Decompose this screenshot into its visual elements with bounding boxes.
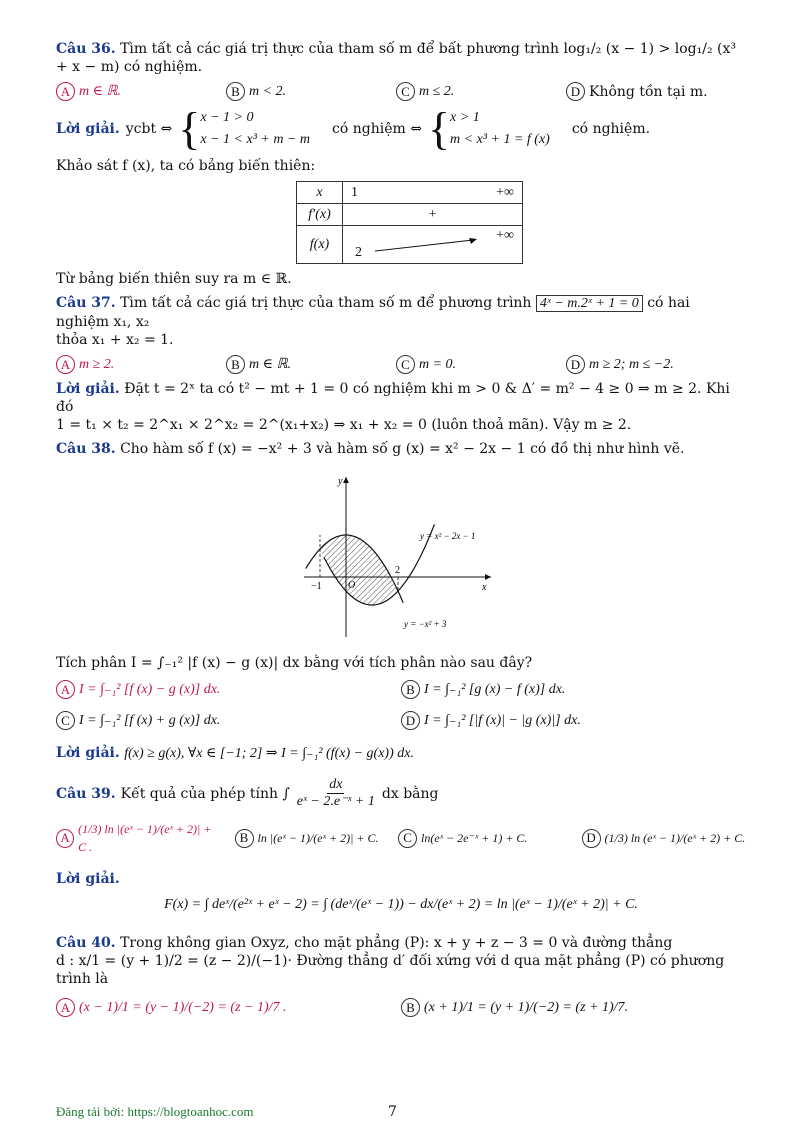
option-a[interactable] [56,355,226,374]
option-letter: A [56,829,74,848]
increasing-arrow [373,234,483,254]
solution-label: Lời giải. [56,871,120,887]
option-letter: D [566,355,585,374]
question-label: Câu 37. [56,295,116,311]
options-40 [56,998,746,1017]
solution-text: 1 = t₁ × t₂ = 2^x₁ × 2^x₂ = 2^(x₁+x₂) ⇒ x₁ + x₂ = 0 (luôn thoả mãn). Vậy m ≥ 2. [56,417,632,433]
option-text: (x − 1)/1 = (y − 1)/(−2) = (z − 1)/7 . [79,999,287,1015]
solution-text: Đặt t = 2ˣ ta có t² − mt + 1 = 0 có nghiệm khi m > 0 & Δ′ = m² − 4 ≥ 0 ⇒ m ≥ 2. Khi đó [56,381,730,415]
option-text: ln |(eˣ − 1)/(eˣ + 2)| + C. [257,831,379,845]
question-text: d : x/1 = (y + 1)/2 = (z − 2)/(−1)· Đường thẳng d′ đối xứng với d qua mặt phẳng (P) có phương trình là [56,953,725,987]
option-text: m ≥ 2. [79,356,115,372]
option-b[interactable] [401,998,746,1017]
tick-neg1: −1 [311,581,322,592]
table-cell: f(x) [297,226,343,264]
solution-label: Lời giải. [56,381,120,397]
option-d[interactable] [582,829,747,848]
numerator: dx [329,777,343,792]
option-text: (1/3) ln |(eˣ − 1)/(eˣ + 2)| + C . [78,822,212,854]
option-text: m < 2. [249,83,287,99]
option-letter: C [56,711,75,730]
question-text: Tìm tất cả các giá trị thực của tham số m để phương trình [120,295,532,311]
options-37 [56,355,746,374]
option-a[interactable] [56,820,221,856]
table-cell: + [343,204,523,226]
question-text: có hai nghiệm x₁, x₂ [56,295,690,330]
table-value: +∞ [496,228,514,243]
label-g: y = x² − 2x − 1 [420,531,476,541]
solution-start: ycbt ⇔ [125,121,173,137]
option-letter: A [56,355,75,374]
option-letter: B [226,82,245,101]
question-text: Cho hàm số f (x) = −x² + 3 và hàm số g (x) = x² − 2x − 1 có đồ thị như hình vẽ. [120,441,685,457]
solution-36 [56,103,746,154]
option-text: ln(eˣ − 2e⁻ˣ + 1) + C. [421,831,528,845]
option-a[interactable] [56,680,401,699]
option-text: I = ∫₋₁² [g (x) − f (x)] dx. [424,681,566,697]
table-value: 2 [355,245,362,260]
system-2: { x > 1 m < x³ + 1 = f (x) [427,103,550,154]
question-label: Câu 39. [56,785,116,802]
option-text: Không tồn tại m. [589,83,708,100]
table-cell [343,226,523,264]
solution-end: có nghiệm. [571,121,651,137]
option-d[interactable] [566,355,736,374]
option-text: m = 0. [419,356,457,372]
option-text: (1/3) ln (eˣ − 1)/(eˣ + 2) + C. [604,831,746,845]
option-text: m ≤ 2. [419,83,455,99]
solution-37 [56,380,746,434]
solution-38 [56,744,746,763]
option-letter: B [235,829,254,848]
option-a[interactable] [56,998,401,1017]
option-letter: A [56,680,75,699]
options-36 [56,82,746,101]
solution-mid: có nghiệm ⇔ [332,121,422,137]
question-label: Câu 36. [56,41,116,57]
question-text: Tìm tất cả các giá trị thực của tham số m để bất phương trình log₁/₂ (x − 1) > log₁/₂ (x³ + x − m) có nghiệm. [56,41,736,75]
option-a[interactable] [56,82,226,101]
options-38-row1 [56,680,746,699]
option-letter: D [582,829,601,848]
question-label: Câu 40. [56,935,116,951]
system-1: { x − 1 > 0 x − 1 < x³ + m − m [178,103,311,154]
option-b[interactable] [401,680,746,699]
question-text: thỏa x₁ + x₂ = 1. [56,332,174,348]
tick-2: 2 [395,565,400,576]
survey-text: Khảo sát f (x), ta có bảng biến thiên: [56,158,316,174]
option-text: m ≥ 2; m ≤ −2. [589,356,674,372]
option-letter: D [566,82,585,101]
solution-39-label [56,870,746,888]
question-text: dx bằng [381,785,439,802]
option-c[interactable] [56,711,401,730]
page-content [56,40,746,1023]
options-39 [56,820,746,856]
option-c[interactable] [396,355,566,374]
option-letter: B [401,998,420,1017]
y-axis-label: y [338,476,343,487]
question-38 [56,440,746,458]
table-value: +∞ [496,184,514,200]
footer-link[interactable]: Đăng tải bởi: https://blogtoanhoc.com [56,1104,254,1119]
shaded-region [320,535,398,605]
conclusion-36: Từ bảng biến thiên suy ra m ∈ ℝ. [56,271,292,287]
question-label: Câu 38. [56,441,116,457]
options-38-row2 [56,711,746,730]
option-b[interactable] [226,82,396,101]
solution-39: F(x) = ∫ deˣ/(e²ˣ + eˣ − 2) = ∫ (deˣ/(eˣ − 1)) − dx/(eˣ + 2) = ln |(eˣ − 1)/(eˣ + 2)| + C. [164,897,638,912]
question-text: Kết quả của phép tính ∫ [120,785,290,802]
question-text: Trong không gian Oxyz, cho mặt phẳng (P): x + y + z − 3 = 0 và đường thẳng [120,935,673,951]
option-text: I = ∫₋₁² [|f (x)| − |g (x)|] dx. [424,712,581,728]
label-f: y = −x² + 3 [404,619,447,629]
option-b[interactable] [226,355,396,374]
table-value: 1 [351,184,358,200]
denominator: eˣ − 2.e⁻ˣ + 1 [296,794,375,809]
option-text: I = ∫₋₁² [f (x) − g (x)] dx. [79,681,221,697]
solution-label: Lời giải. [56,745,120,761]
question-37 [56,294,746,349]
option-text: I = ∫₋₁² [f (x) + g (x)] dx. [79,712,221,728]
question-36 [56,40,746,76]
option-letter: B [226,355,245,374]
table-cell [343,182,523,204]
function-graph [296,472,496,642]
system-line: x > 1 [450,110,480,125]
page-number: 7 [388,1104,397,1120]
option-letter: A [56,998,75,1017]
option-b[interactable] [235,829,385,848]
table-cell: x [297,182,343,204]
table-cell: f′(x) [297,204,343,226]
option-d[interactable] [566,82,736,101]
origin-label: O [348,580,356,591]
option-text: (x + 1)/1 = (y + 1)/(−2) = (z + 1)/7. [424,999,629,1015]
question-39 [56,777,746,810]
fraction [295,777,377,810]
option-text: m ∈ ℝ. [249,356,292,372]
system-line: x − 1 > 0 [200,110,254,125]
solution-label: Lời giải. [56,121,120,137]
option-letter: A [56,82,75,101]
x-axis-label: x [482,582,487,593]
variation-table [296,181,523,264]
question-40 [56,934,746,988]
option-letter: B [401,680,420,699]
option-letter: C [396,82,415,101]
system-line: x − 1 < x³ + m − m [200,132,311,147]
option-letter: C [398,829,417,848]
boxed-equation: 4ˣ − m.2ˣ + 1 = 0 [536,295,643,312]
option-c[interactable] [398,829,567,848]
option-c[interactable] [396,82,566,101]
option-letter: C [396,355,415,374]
system-line: m < x³ + 1 = f (x) [450,132,550,147]
question-38-integral: Tích phân I = ∫₋₁² |f (x) − g (x)| dx bằng với tích phân nào sau đây? [56,655,533,671]
option-letter: D [401,711,420,730]
option-text: m ∈ ℝ. [79,83,122,99]
solution-text: f(x) ≥ g(x), ∀x ∈ [−1; 2] ⇒ I = ∫₋₁² (f(x) − g(x)) dx. [124,746,414,761]
option-d[interactable] [401,711,746,730]
